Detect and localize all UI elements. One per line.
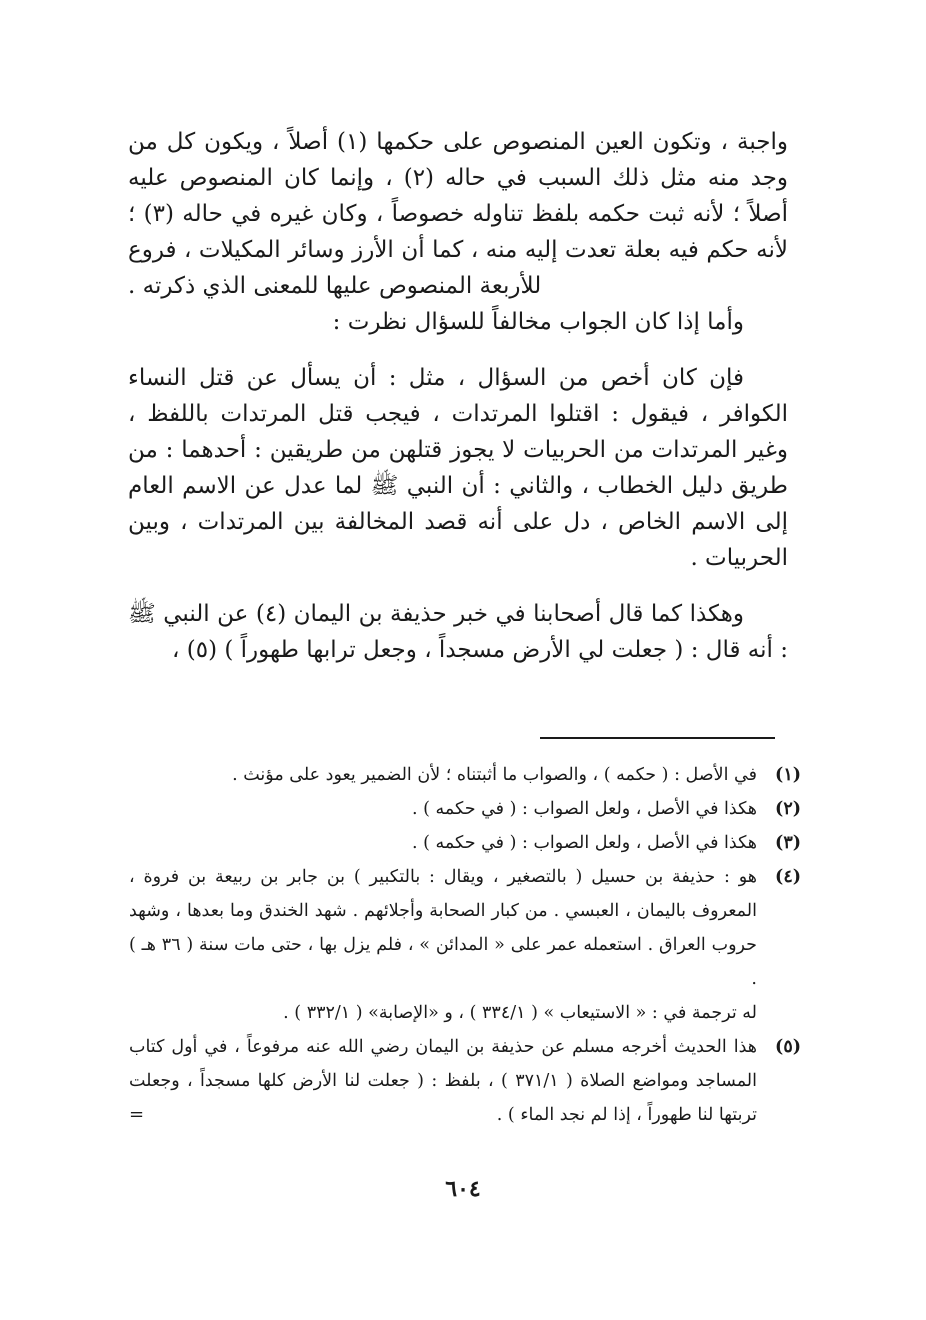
- paragraph-2: وأما إذا كان الجواب مخالفاً للسؤال نظرت :: [332, 309, 744, 335]
- footnote-text: هو : حذيفة بن حسيل ( بالتصغير ، ويقال : بالتكبير ) بن جابر بن ربيعة بن فروة ، المعروف باليمان ، العبسي . من كبار الصحابة وأجلائهم . شهد الخندق وما بعدها ، وشهد حروب العراق . استعمله عمر على « المدائن » ، فلم يزل بها ، حتى مات سنة ( ٣٦ هـ ) .: [129, 867, 757, 989]
- footnote-text: هكذا في الأصل ، ولعل الصواب : ( في حكمه ) .: [412, 799, 757, 819]
- page-number: ٦٠٤: [445, 1176, 481, 1202]
- paragraph-4: وهكذا كما قال أصحابنا في خبر حذيفة بن اليمان (٤) عن النبي ﷺ : أنه قال : ( جعلت لي الأرض مسجداً ، وجعل ترابها طهوراً ) (٥) ،: [128, 601, 788, 663]
- footnote-number: (٥): [775, 1037, 801, 1057]
- paragraph-3: فإن كان أخص من السؤال ، مثل : أن يسأل عن قتل النساء الكوافر ، فيقول : اقتلوا المرتدات ، فيجب قتل المرتدات باللفظ ، وغير المرتدات من الحربيات لا يجوز قتلهن من طريقين : أحدهما : من طريق دليل الخطاب ، والثاني : أن النبي ﷺ لما عدل عن الاسم العام إلى الاسم الخاص ، دل على أنه قصد المخالفة بين المرتدات ، وبين الحربيات .: [128, 365, 788, 571]
- footnote-1: [129, 758, 801, 792]
- footnote-4-reference: له ترجمة في : « الاستيعاب » ( ٣٣٤/١ ) ، و «الإصابة» ( ٣٣٢/١ ) .: [283, 1003, 757, 1023]
- footnote-2: [129, 792, 801, 826]
- main-text-body: [128, 124, 788, 668]
- footnote-number: (١): [775, 765, 801, 785]
- paragraph-1: واجبة ، وتكون العين المنصوص على حكمها (١) أصلاً ، ويكون كل من وجد منه مثل ذلك السبب في حاله (٢) ، وإنما كان المنصوص عليه أصلاً ؛ لأنه ثبت حكمه بلفظ تناوله خصوصاً ، وكان غيره في حاله (٣) ؛ لأنه حكم فيه بعلة تعدت إليه منه ، كما أن الأرز وسائر المكيلات ، فروع للأربعة المنصوص عليها للمعنى الذي ذكرته .: [128, 129, 788, 299]
- footnote-text: هذا الحديث أخرجه مسلم عن حذيفة بن اليمان رضي الله عنه مرفوعاً ، في أول كتاب المساجد ومواضع الصلاة ( ٣٧١/١ ) ، بلفظ : ( جعلت لنا الأرض كلها مسجداً ، وجعلت تربتها لنا طهوراً ، إذا لم نجد الماء ) .: [129, 1037, 757, 1125]
- footnote-3: [129, 826, 801, 860]
- footnote-number: (٤): [775, 867, 801, 887]
- footnote-number: (٢): [775, 799, 801, 819]
- footnote-text: هكذا في الأصل ، ولعل الصواب : ( في حكمه ) .: [412, 833, 757, 853]
- footnote-4: [129, 860, 801, 996]
- footnote-divider: [540, 737, 775, 739]
- footnote-number: (٣): [775, 833, 801, 853]
- footnotes-section: [129, 758, 801, 1132]
- footnote-5: [129, 1030, 801, 1132]
- continuation-mark: =: [129, 1104, 145, 1125]
- footnote-text: في الأصل : ( حكمه ) ، والصواب ما أثبتناه ؛ لأن الضمير يعود على مؤنث .: [232, 765, 757, 785]
